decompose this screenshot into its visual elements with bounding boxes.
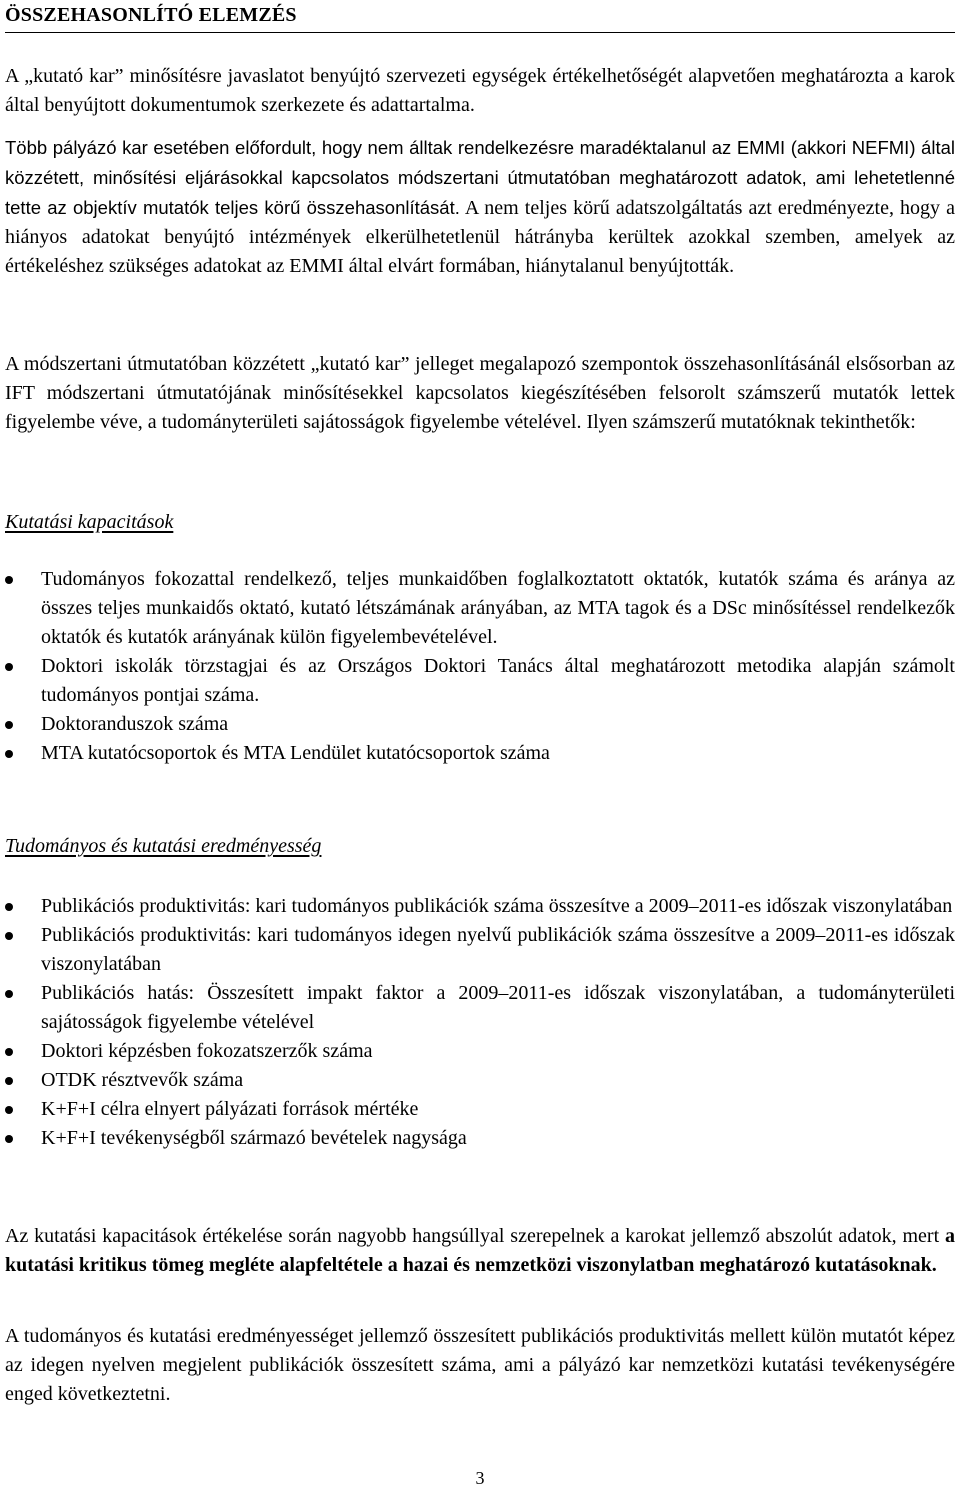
capacity-heading: Kutatási kapacitások — [5, 511, 174, 533]
list-item-text: MTA kutatócsoportok és MTA Lendület kutatócsoportok száma — [41, 742, 550, 764]
list-item — [5, 892, 955, 921]
list-item-text: Publikációs hatás: Összesített impakt faktor a 2009–2011-es időszak viszonylatában, a tudományterületi sajátosságok figyelembe vételével — [41, 982, 955, 1033]
bullet-icon — [5, 663, 13, 671]
bullet-icon — [5, 1135, 13, 1143]
bullet-icon — [5, 1077, 13, 1085]
bullet-icon — [5, 1106, 13, 1114]
bullet-icon — [5, 903, 13, 911]
bullet-icon — [5, 721, 13, 729]
list-item — [5, 1037, 955, 1066]
intro-paragraph-2-serif-part: A nem teljes körű adatszolgáltatás azt eredményezte, hogy a hiányos adatokat benyújtó intézmények elkerülhetetlenül hátrányba kerültek azokkal szemben, amelyek az értékeléshez szükséges adatokat az EMMI által elvárt formában, hiánytalanul benyújtották. — [5, 197, 955, 277]
list-item — [5, 710, 955, 739]
section-title: ÖSSZEHASONLÍTÓ ELEMZÉS — [5, 4, 297, 26]
list-item-text: OTDK résztvevők száma — [41, 1069, 244, 1091]
list-item — [5, 739, 955, 768]
list-item — [5, 979, 955, 1037]
closing-paragraph-1-emphasis: a kutatási kritikus tömeg megléte alapfeltétele a hazai és nemzetközi viszonylatban meghatározó kutatásoknak. — [5, 1225, 955, 1276]
bullet-icon — [5, 932, 13, 940]
bullet-icon — [5, 990, 13, 998]
list-item-text: Publikációs produktivitás: kari tudományos idegen nyelvű publikációk száma összesítve a 2009–2011-es időszak viszonylatában — [41, 924, 955, 975]
list-item-text: Doktori iskolák törzstagjai és az Országos Doktori Tanács által meghatározott metodika alapján számolt tudományos pontjai száma. — [41, 655, 955, 706]
list-item-text: K+F+I célra elnyert pályázati források mértéke — [41, 1098, 419, 1120]
list-item — [5, 1095, 955, 1124]
intro-paragraph-3: A módszertani útmutatóban közzétett „kutató kar” jelleget megalapozó szempontok összehasonlításánál elsősorban az IFT módszertani útmutatójának minősítésekkel kapcsolatos kiegészítésében felsorolt számszerű mutatók lettek figyelembe véve, a tudományterületi sajátosságok figyelembe vételével. Ilyen számszerű mutatóknak tekinthetők: — [5, 353, 955, 433]
list-item — [5, 1124, 955, 1153]
list-item-text: Tudományos fokozattal rendelkező, teljes munkaidőben foglalkoztatott oktatók, kutatók száma és aránya az összes teljes munkaidős oktató, kutató létszámának arányában, az MTA tagok és a DSc minősítéssel rendelkezők oktatók és kutatók arányának külön figyelembevételével. — [41, 568, 955, 648]
bullet-icon — [5, 1048, 13, 1056]
intro-paragraph-2-sans-part: Több pályázó kar esetében előfordult, hogy nem álltak rendelkezésre maradéktalanul az EMMI (akkori NEFMI) által közzétett, minősítési eljárásokkal kapcsolatos módszertani útmutatóban meghatározott adatok, ami lehetetlenné tette az objektív mutatók teljes körű összehasonlítását. — [5, 137, 955, 218]
list-item — [5, 652, 955, 710]
list-item-text: Doktori képzésben fokozatszerzők száma — [41, 1040, 373, 1062]
list-item — [5, 921, 955, 979]
list-item — [5, 565, 955, 652]
results-heading: Tudományos és kutatási eredményesség — [5, 835, 322, 857]
closing-paragraph-1 — [5, 1222, 955, 1280]
results-list — [5, 892, 955, 1153]
list-item-text: K+F+I tevékenységből származó bevételek nagysága — [41, 1127, 467, 1149]
list-item-text: Publikációs produktivitás: kari tudományos publikációk száma összesítve a 2009–2011-es időszak viszonylatában — [41, 895, 953, 917]
intro-paragraph-2 — [5, 133, 955, 281]
closing-paragraph-1-lead: Az kutatási kapacitások értékelése során nagyobb hangsúllyal szerepelnek a karokat jellemző abszolút adatok, mert — [5, 1225, 945, 1247]
list-item-text: Doktoranduszok száma — [41, 713, 229, 735]
closing-paragraph-2: A tudományos és kutatási eredményességet jellemző összesített publikációs produktivitás mellett külön mutatót képez az idegen nyelven megjelent publikációk összesített száma, ami a pályázó kar nemzetközi kutatási tevékenységére enged következtetni. — [5, 1325, 955, 1405]
title-underline-rule — [5, 32, 955, 33]
list-item — [5, 1066, 955, 1095]
capacity-list — [5, 565, 955, 768]
intro-paragraph-1: A „kutató kar” minősítésre javaslatot benyújtó szervezeti egységek értékelhetőségét alapvetően meghatározta a karok által benyújtott dokumentumok szerkezete és adattartalma. — [5, 65, 955, 116]
bullet-icon — [5, 576, 13, 584]
page-number: 3 — [475, 1468, 485, 1488]
bullet-icon — [5, 750, 13, 758]
